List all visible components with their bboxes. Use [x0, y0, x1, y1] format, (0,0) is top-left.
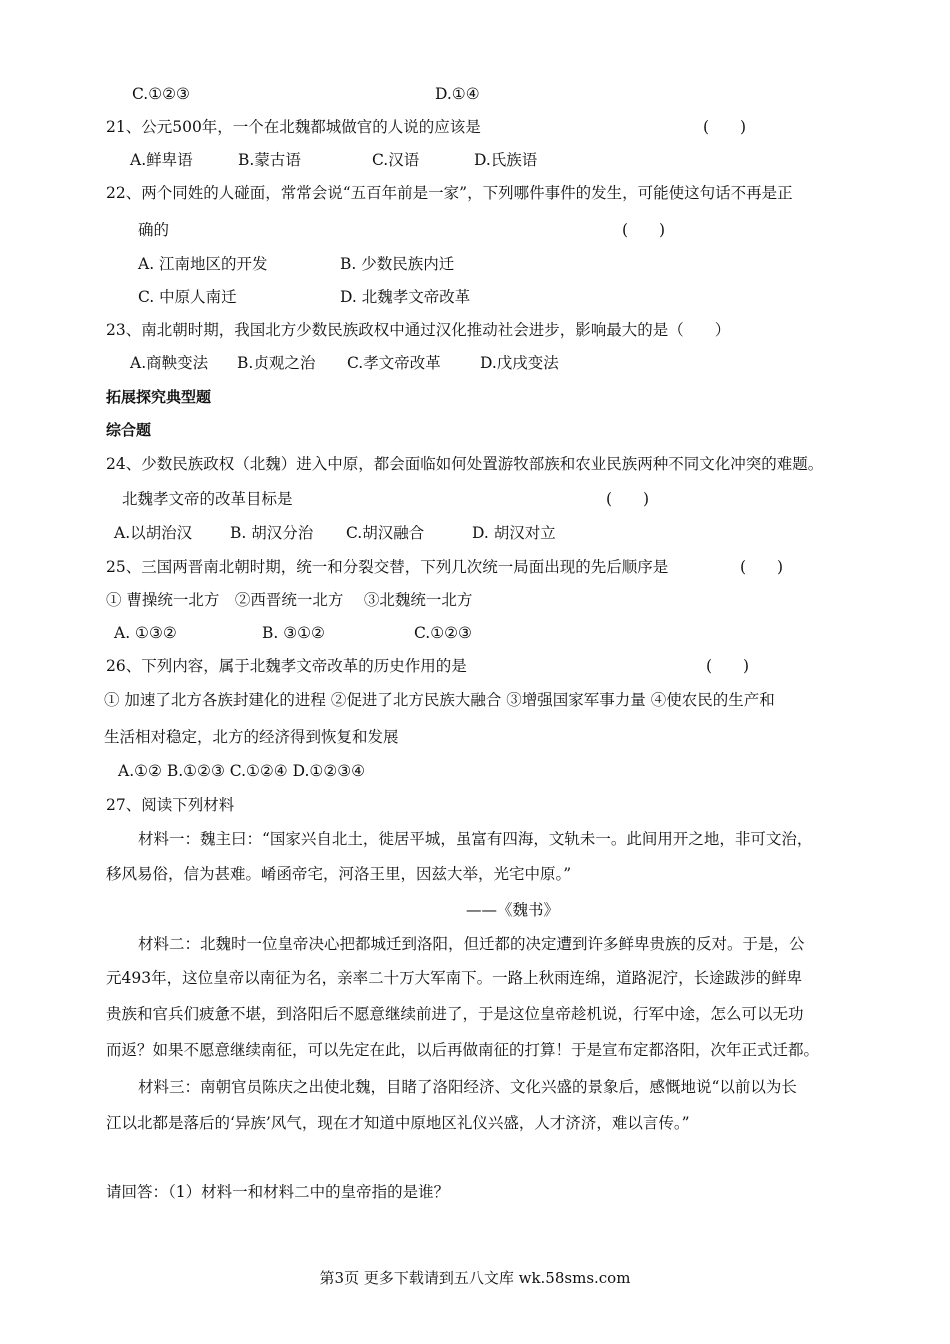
- q21-stem: 21、公元500年，一个在北魏都城做官的人说的应该是: [106, 118, 481, 136]
- q22-stem: 22、两个同姓的人碰面，常常会说“五百年前是一家”，下列哪件事件的发生，可能使这句话不再是正: [106, 184, 793, 202]
- q23-option-d: D.戊戌变法: [480, 354, 559, 372]
- q25-paren: ( ): [740, 558, 784, 576]
- q24-stem-cont: 北魏孝文帝的改革目标是: [122, 490, 293, 508]
- q23-option-a: A.商鞅变法: [130, 354, 209, 372]
- q27-material1-source: ——《魏书》: [466, 901, 560, 919]
- q24-option-b: B. 胡汉分治: [230, 524, 314, 542]
- q25-option-c: C.①②③: [414, 624, 472, 642]
- section-heading-comprehensive: 综合题: [106, 421, 152, 439]
- q27-material1-line2: 移风易俗，信为甚难。崤函帝宅，河洛王里，因兹大举，光宅中原。”: [106, 865, 572, 883]
- q26-paren: ( ): [706, 657, 750, 675]
- q22-option-d: D. 北魏孝文帝改革: [340, 288, 471, 306]
- q22-stem-cont: 确的: [138, 221, 170, 239]
- q27-question-1: 请回答：（1）材料一和材料二中的皇帝指的是谁？: [106, 1183, 450, 1201]
- q26-options: A.①② B.①②③ C.①②④ D.①②③④: [118, 762, 366, 780]
- q23-stem: 23、南北朝时期，我国北方少数民族政权中通过汉化推动社会进步，影响最大的是（ ）: [106, 321, 731, 339]
- q22-option-c: C. 中原人南迁: [138, 288, 237, 306]
- q23-option-b: B.贞观之治: [237, 354, 316, 372]
- q21-option-c: C.汉语: [372, 151, 420, 169]
- q27-stem: 27、阅读下列材料: [106, 796, 235, 814]
- q21-option-b: B.蒙古语: [238, 151, 301, 169]
- q21-option-d: D.氏族语: [474, 151, 538, 169]
- q25-stem: 25、三国两晋南北朝时期，统一和分裂交替，下列几次统一局面出现的先后顺序是: [106, 558, 669, 576]
- q26-items-line2: 生活相对稳定，北方的经济得到恢复和发展: [104, 728, 399, 746]
- q24-option-c: C.胡汉融合: [346, 524, 425, 542]
- q21-paren: ( ): [703, 118, 747, 136]
- q25-option-b: B. ③①②: [262, 624, 325, 642]
- q27-material2-line1: 材料二：北魏时一位皇帝决心把都城迁到洛阳，但迁都的决定遭到许多鲜卑贵族的反对。于是，公: [138, 935, 805, 953]
- q22-option-b: B. 少数民族内迁: [340, 255, 455, 273]
- q24-paren: ( ): [606, 490, 650, 508]
- q24-stem: 24、少数民族政权（北魏）进入中原，都会面临如何处置游牧部族和农业民族两种不同文化冲突的难题。: [106, 455, 824, 473]
- q27-material3-line2: 江以北都是落后的‘异族’风气，现在才知道中原地区礼仪兴盛，人才济济，难以言传。”: [106, 1114, 690, 1132]
- q25-items: ① 曹操统一北方 ②西晋统一北方 ③北魏统一北方: [106, 591, 473, 609]
- section-heading-extension: 拓展探究典型题: [106, 388, 212, 406]
- q24-option-a: A.以胡治汉: [114, 524, 193, 542]
- q24-option-d: D. 胡汉对立: [472, 524, 556, 542]
- page-footer: 第3页 更多下载请到五八文库 wk.58sms.com: [319, 1269, 631, 1287]
- q26-stem: 26、下列内容，属于北魏孝文帝改革的历史作用的是: [106, 657, 467, 675]
- q22-paren: ( ): [622, 221, 666, 239]
- q27-material3-line1: 材料三：南朝官员陈庆之出使北魏，目睹了洛阳经济、文化兴盛的景象后，感慨地说“以前以为长: [138, 1078, 797, 1096]
- q27-material2-line3: 贵族和官兵们疲惫不堪，到洛阳后不愿意继续前进了，于是这位皇帝趁机说，行军中途，怎么可以无功: [106, 1005, 804, 1023]
- q26-items-line1: ① 加速了北方各族封建化的进程 ②促进了北方民族大融合 ③增强国家军事力量 ④使农民的生产和: [104, 691, 775, 709]
- q20-option-c: C.①②③: [132, 85, 190, 103]
- q27-material1-line1: 材料一：魏主曰：“国家兴自北土，徙居平城，虽富有四海，文轨未一。此间用开之地，非可文治，: [138, 830, 813, 848]
- q22-option-a: A. 江南地区的开发: [138, 255, 268, 273]
- q27-material2-line2: 元493年，这位皇帝以南征为名，亲率二十万大军南下。一路上秋雨连绵，道路泥泞，长途跋涉的鲜卑: [106, 969, 803, 987]
- q23-option-c: C.孝文帝改革: [347, 354, 441, 372]
- q20-option-d: D.①④: [435, 85, 480, 103]
- q25-option-a: A. ①③②: [114, 624, 177, 642]
- q27-material2-line4: 而返？如果不愿意继续南征，可以先定在此，以后再做南征的打算！于是宣布定都洛阳，次年正式迁都。: [106, 1041, 820, 1059]
- q21-option-a: A.鲜卑语: [130, 151, 193, 169]
